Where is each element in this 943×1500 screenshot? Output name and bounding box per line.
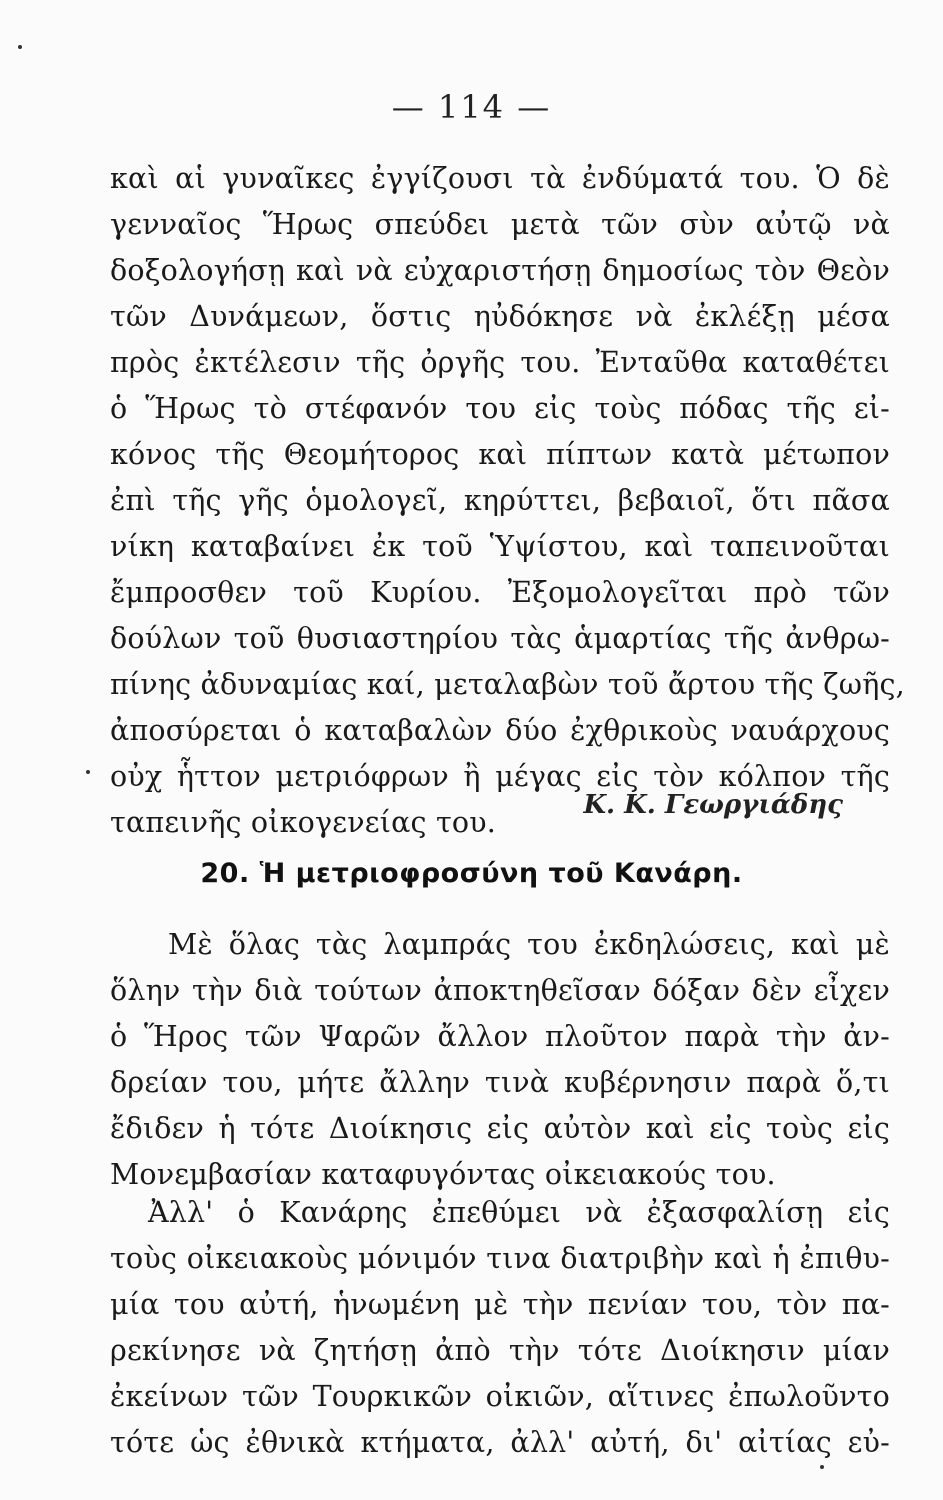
- text-line: ὅλην τὴν διὰ τούτων ἀποκτηθεῖσαν δόξαν δὲν εἶχεν: [110, 974, 890, 1007]
- text-line: νίκη καταβαίνει ἐκ τοῦ Ὑψίστου, καὶ ταπεινοῦται: [110, 530, 890, 563]
- text-line: Μὲ ὅλας τὰς λαμπράς του ἐκδηλώσεις, καὶ μὲ: [168, 928, 890, 961]
- text-line: Μονεμβασίαν καταφυγόντας οἰκειακούς του.: [110, 1158, 776, 1191]
- text-line: οὐχ ἧττον μετριόφρων ἢ μέγας εἰς τὸν κόλπον τῆς: [110, 760, 890, 793]
- text-line: ἔμπροσθεν τοῦ Κυρίου. Ἐξομολογεῖται πρὸ τῶν: [110, 576, 890, 609]
- text-line: ὁ Ἥρος τῶν Ψαρῶν ἄλλον πλοῦτον παρὰ τὴν ἀν-: [110, 1020, 890, 1053]
- text-line: ἐκείνων τῶν Τουρκικῶν οἰκιῶν, αἵτινες ἐπωλοῦντο: [110, 1380, 890, 1413]
- text-line: ὁ Ἥρως τὸ στέφανόν του εἰς τοὺς πόδας τῆς εἰ-: [110, 392, 890, 425]
- text-line: καὶ αἱ γυναῖκες ἐγγίζουσι τὰ ἐνδύματά του. Ὁ δὲ: [110, 162, 890, 195]
- text-line: γενναῖος Ἥρως σπεύδει μετὰ τῶν σὺν αὐτῷ νὰ: [110, 208, 890, 241]
- text-line: δούλων τοῦ θυσιαστηρίου τὰς ἁμαρτίας τῆς ἀνθρω-: [110, 622, 890, 655]
- paragraph-3: [110, 1190, 890, 1466]
- text-line: δρείαν του, μήτε ἄλλην τινὰ κυβέρνησιν παρὰ ὅ,τι: [110, 1066, 890, 1099]
- text-line: Ἀλλ' ὁ Κανάρης ἐπεθύμει νὰ ἐξασφαλίσῃ εἰς: [148, 1196, 890, 1229]
- text-line: ταπεινῆς οἰκογενείας του.: [110, 806, 497, 839]
- text-line: δοξολογήσῃ καὶ νὰ εὐχαριστήσῃ δημοσίως τὸν Θεὸν: [110, 254, 890, 287]
- print-speck: [18, 45, 22, 49]
- text-line: ἐπὶ τῆς γῆς ὁμολογεῖ, κηρύττει, βεβαιοῖ, ὅτι πᾶσα: [110, 484, 890, 517]
- text-line: τῶν Δυνάμεων, ὅστις ηὐδόκησε νὰ ἐκλέξῃ μέσα: [110, 300, 890, 333]
- print-speck: [86, 770, 90, 774]
- text-line: μία του αὐτή, ἡνωμένη μὲ τὴν πενίαν του, τὸν πα-: [110, 1288, 890, 1321]
- text-line: ρεκίνησε νὰ ζητήσῃ ἀπὸ τὴν τότε Διοίκησιν μίαν: [110, 1334, 890, 1367]
- text-line: πρὸς ἐκτέλεσιν τῆς ὀργῆς του. Ἐνταῦθα καταθέτει: [110, 346, 890, 379]
- paragraph-2: [110, 922, 890, 1198]
- text-line: πίνης ἀδυναμίας καί, μεταλαβὼν τοῦ ἄρτου τῆς ζωῆς,: [110, 668, 905, 701]
- author-signature: Κ. Κ. Γεωργιάδης: [583, 790, 843, 820]
- text-line: κόνος τῆς Θεομήτορος καὶ πίπτων κατὰ μέτωπον: [110, 438, 890, 471]
- section-heading: 20. Ἡ μετριοφροσύνη τοῦ Κανάρη.: [200, 858, 743, 889]
- text-line: τότε ὡς ἐθνικὰ κτήματα, ἀλλ' αὐτή, δι' αἰτίας εὐ-: [110, 1426, 890, 1459]
- text-line: τοὺς οἰκειακοὺς μόνιμόν τινα διατριβὴν καὶ ἡ ἐπιθυ-: [110, 1242, 890, 1275]
- print-speck: [820, 1465, 824, 1469]
- text-line: ἀποσύρεται ὁ καταβαλὼν δύο ἐχθρικοὺς ναυάρχους: [110, 714, 890, 747]
- page-number: — 114 —: [391, 88, 552, 126]
- paragraph-1: [110, 156, 905, 846]
- text-line: ἔδιδεν ἡ τότε Διοίκησις εἰς αὐτὸν καὶ εἰς τοὺς εἰς: [110, 1112, 890, 1145]
